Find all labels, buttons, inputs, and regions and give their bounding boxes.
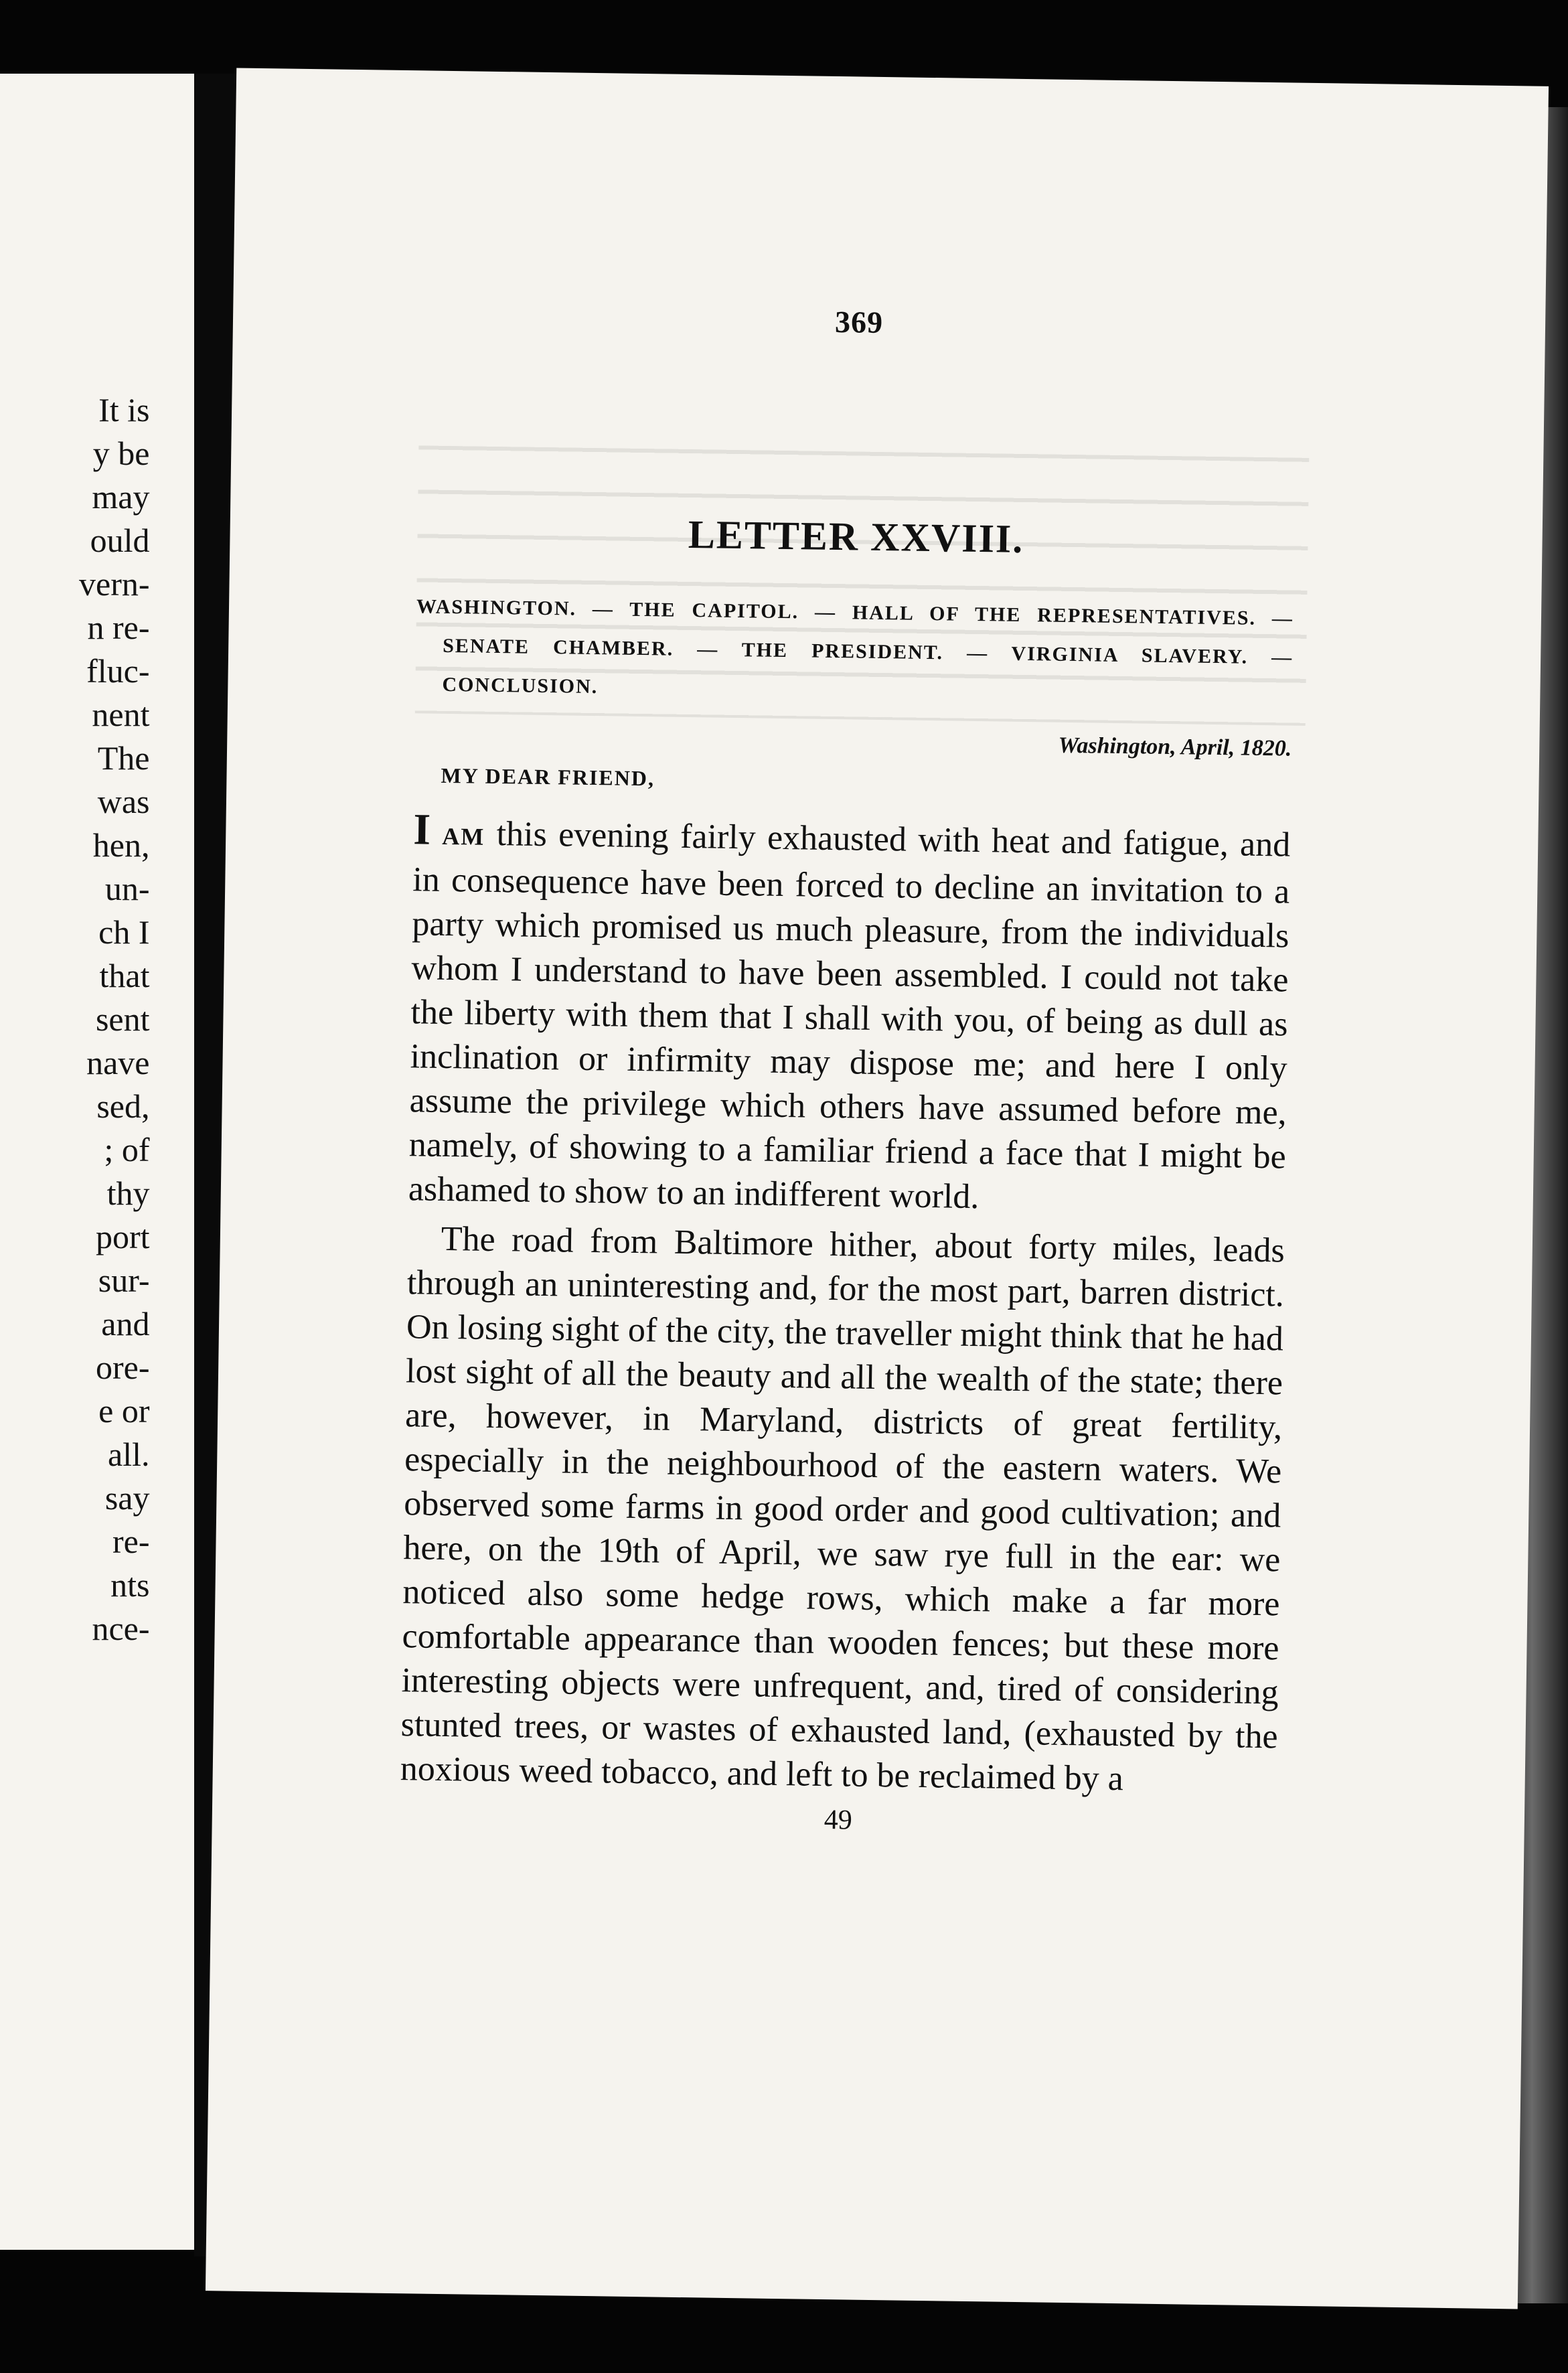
previous-page-line: port xyxy=(95,1218,150,1255)
previous-page-line: ore- xyxy=(96,1349,150,1386)
previous-page-text xyxy=(79,388,150,1651)
previous-page-line: sur- xyxy=(98,1261,150,1299)
page-number: 369 xyxy=(834,304,884,339)
previous-page-line: nts xyxy=(110,1566,150,1604)
previous-page-line: re- xyxy=(112,1523,150,1560)
previous-page-line: It is xyxy=(98,391,150,429)
letter-title: LETTER XXVIII. xyxy=(688,512,1024,561)
previous-page-line: vern- xyxy=(79,565,150,603)
previous-page-line: thy xyxy=(106,1174,150,1212)
previous-page-line: nent xyxy=(92,696,150,733)
signature-mark: 49 xyxy=(824,1804,853,1836)
previous-page-line: n re- xyxy=(87,609,150,646)
previous-page-line: was xyxy=(97,783,150,820)
small-caps-word: AM xyxy=(442,822,485,850)
dateline: Washington, April, 1820. xyxy=(1058,733,1292,761)
previous-page-line: all. xyxy=(108,1436,150,1473)
previous-page-line: hen, xyxy=(92,826,150,864)
previous-page-line: ; of xyxy=(104,1131,150,1168)
paragraph-1 xyxy=(408,805,1291,1223)
previous-page-line: and xyxy=(101,1305,150,1343)
previous-page-line: e or xyxy=(98,1392,150,1430)
previous-page-line: sent xyxy=(95,1000,150,1038)
book-page xyxy=(206,68,1549,2309)
previous-page-line: may xyxy=(92,478,150,516)
salutation: MY DEAR FRIEND, xyxy=(441,763,655,791)
previous-page-line: ould xyxy=(90,522,150,559)
drop-cap: I xyxy=(412,805,431,854)
previous-page-line: that xyxy=(99,957,150,994)
previous-page-line: The xyxy=(97,739,150,777)
previous-page-line: nce- xyxy=(92,1610,150,1647)
paragraph-1-text: this evening fairly exhausted with heat and fatigue, and in consequence have been forced to decline an invitation to a party which promised us much pleasure, from the individuals whom I understand to have been assembled. I could not take the liberty with them that I shall with you, of being as dull as inclination or infirmity may dispose me; and here I only assume the privilege which others have assumed before me, namely, of showing to a familiar friend a face that I might be ashamed to show to an indifferent world. xyxy=(408,814,1291,1217)
paragraph-2: The road from Baltimore hither, about forty miles, leads through an uninteresting and, for the most part, barren district. On losing sight of the city, the traveller might think that he had lost sight of all the beauty and all the wealth of the state; there are, however, in Maryland, districts of great fertility, especially in the neighbourhood of the eastern waters. We observed some farms in good order and good cultivation; and here, on the 19th of April, we saw rye full in the ear: we noticed also some hedge rows, which make a far more comfortable appearance than wooden fences; but these more interesting objects were unfrequent, and, tired of considering stunted trees, or wastes of exhausted land, (exhausted by the noxious weed tobacco, and left to be reclaimed by a xyxy=(400,1219,1285,1798)
page-content xyxy=(400,298,1298,1842)
previous-page-line: say xyxy=(104,1479,150,1517)
previous-page-line: y be xyxy=(92,435,150,472)
previous-page-line: sed, xyxy=(96,1087,150,1125)
previous-page-line: fluc- xyxy=(86,652,150,690)
chapter-summary: WASHINGTON. — THE CAPITOL. — HALL OF THE REPRESENTATIVES. — SENATE CHAMBER. — THE PRESIDENT. — VIRGINIA SLAVERY. — CONCLUSION. xyxy=(416,595,1294,698)
previous-page-line: nave xyxy=(86,1044,150,1081)
previous-page-line: un- xyxy=(104,870,150,907)
previous-page-line: ch I xyxy=(98,913,150,951)
